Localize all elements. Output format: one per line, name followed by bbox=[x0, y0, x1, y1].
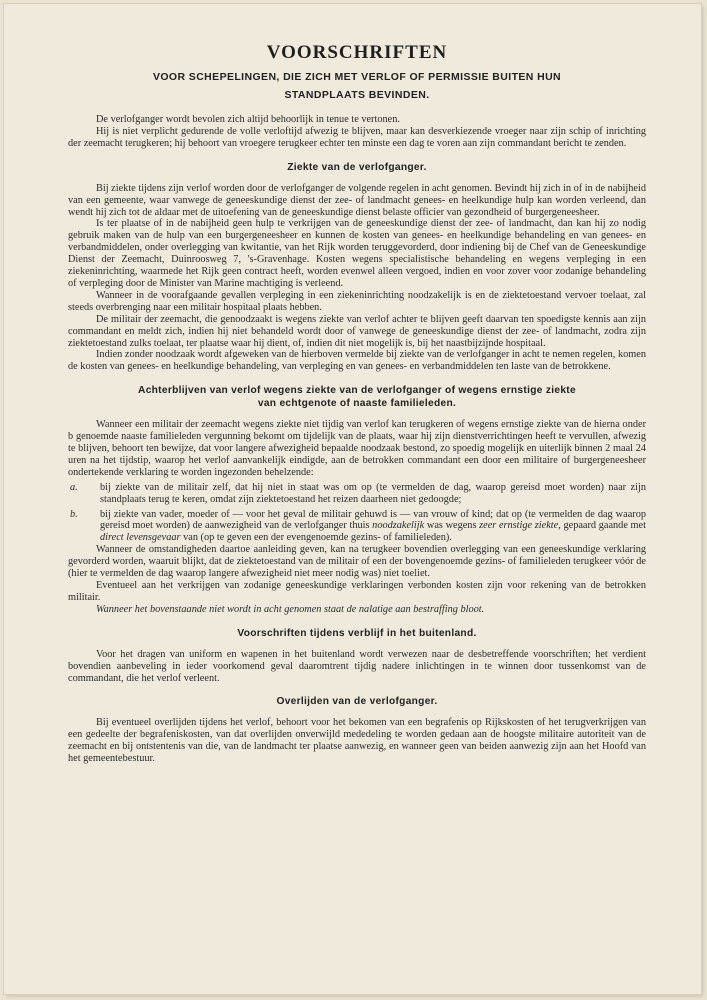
list-item-b-label: b. bbox=[70, 508, 78, 520]
illness-paragraph-4: De militair der zeemacht, die genoodzaakt is wegens ziekte van verlof achter te blijven geeft daarvan ten spoedigste kennis aan zijn commandant en meldt zich, indien hij niet behandeld wordt door of vanwege de geneeskundige dienst der zee- of landmacht, zodra zijn ziektetoestand zulks toelaat, ter plaatse waar hij dient, of, indien dit niet mogelijk is, bij het naastbijzijnde hospitaal. bbox=[68, 313, 646, 349]
list-item-b-text-part-4: van (op te geven een der evengenoemde gezins- of familieleden). bbox=[180, 532, 452, 544]
staying-behind-after-1: Wanneer de omstandigheden daartoe aanleiding geven, kan na terugkeer bovendien overlegging van een geneeskundige verklaring gevorderd worden, waaruit blijkt, dat de ziektetoestand van de militair of een der bovengenoemde gezins- of familieleden terugkeer vóór de (hier te vermelden de dag waarop langere afwezigheid niet meer nodig was) niet toeliet. bbox=[68, 544, 646, 580]
illness-paragraph-3: Wanneer in de voorafgaande gevallen verpleging in een ziekeninrichting noodzakelijk is en de ziektetoestand vervoer toelaat, zal steeds overbrenging naar een militair hospitaal plaats hebben. bbox=[68, 289, 646, 313]
warning-text: Wanneer het bovenstaande niet wordt in acht genomen staat de nalatige aan bestraffing bloot. bbox=[96, 603, 485, 615]
section-heading-death: Overlijden van de verlofganger. bbox=[276, 696, 438, 708]
document-content bbox=[68, 42, 646, 765]
list-item-b-emphasis-3: direct levensgevaar bbox=[100, 532, 181, 544]
staying-behind-warning bbox=[68, 604, 646, 616]
intro-paragraph-2: Hij is niet verplicht gedurende de volle verloftijd afwezig te blijven, maar kan desverkiezende vroeger naar zijn schip of inrichting der zeemacht terugkeren; hij behoort van vroegere terugkeer echter ten minste een dag te voren aan zijn commandant bericht te zenden. bbox=[68, 125, 646, 149]
list-item-b-emphasis-2: zeer ernstige ziekte bbox=[479, 520, 559, 532]
staying-behind-paragraph: Wanneer een militair der zeemacht wegens ziekte niet tijdig van verlof kan terugkeren of wegens ernstige ziekte van de hierna onder b genoemde naaste familieleden vergunning bekomt om tijdelijk van de plaats, waar hij zijn dienstverrichtingen heeft te vervullen, afwezig te blijven, behoort ten bewijze, dat voor langere afwezigheid bepaalde noodzaak bestond, zo spoedig mogelijk en uiterlijk binnen 2 maal 24 uren na het tijdstip, waarop het verlof aanvankelijk eindigde, aan de betrokken commandant een door een militaire of burgergeneesheer ondertekende verklaring te worden ingezonden behelzende: bbox=[68, 419, 646, 478]
illness-paragraph-5: Indien zonder noodzaak wordt afgeweken van de hierboven vermelde bij ziekte van de verlofganger in acht te nemen regelen, komen de kosten van genees- en heelkundige behandeling, van verpleging en van genees- en verbandmiddelen ten laste van de betrokkene. bbox=[68, 349, 646, 373]
staying-behind-heading-line-1: Achterblijven van verlof wegens ziekte van de verlofganger of wegens ernstige ziekte bbox=[138, 385, 576, 397]
list-item-a bbox=[68, 482, 646, 506]
list-item-b-emphasis-1: noodzakelijk bbox=[372, 520, 425, 532]
list-item-a-text: bij ziekte van de militair zelf, dat hij niet in staat was om op (te vermelden de dag, waarop gereisd moet worden) naar zijn standplaats terug te keren, omdat zijn ziektetoestand het reizen daarheen niet gedoogde; bbox=[100, 481, 646, 505]
section-heading-abroad: Voorschriften tijdens verblijf in het buitenland. bbox=[237, 627, 477, 639]
list-item-b-text bbox=[100, 509, 646, 545]
subtitle-line-2: STANDPLAATS BEVINDEN. bbox=[284, 89, 430, 101]
list-item-b bbox=[68, 509, 646, 545]
illness-paragraph-1: Bij ziekte tijdens zijn verlof worden door de verlofganger de volgende regelen in acht genomen. Bevindt hij zich in of in de nabijheid van een gemeente, waar vanwege de geneeskundige dienst der zee- of landmacht genees- en heelkundige hulp kan worden verleend, dan wendt hij zich tot de aldaar met de uitoefening van de geneeskundige dienst belaste officier van gezondheid of burgergeneesheer. bbox=[68, 182, 646, 218]
subtitle-line-1: VOOR SCHEPELINGEN, DIE ZICH MET VERLOF OF PERMISSIE BUITEN HUN bbox=[152, 71, 562, 83]
page-subtitle bbox=[68, 68, 646, 104]
death-paragraph: Bij eventueel overlijden tijdens het verlof, behoort voor het bekomen van een begrafenis op Rijkskosten of het terugverkrijgen van een gedeelte der begrafeniskosten, van dat overlijden onverwijld mededeling te worden gedaan aan de hoogste militaire autoriteit van de zeemacht en bij ontstentenis van die, van de landmacht ter plaatse aanwezig, en wanneer geen van beiden aanwezig zijn aan het Hoofd van het gemeentebestuur. bbox=[68, 717, 646, 765]
intro-paragraph-1: De verlofganger wordt bevolen zich altijd behoorlijk in tenue te vertonen. bbox=[96, 114, 400, 125]
list-item-b-text-part-1: bij ziekte van vader, moeder of — voor het geval de militair gehuwd is — van vrouw of kind; dat op (te vermelden de dag waarop gereisd moet worden) de aanwezigheid van de verlofganger thuis bbox=[100, 508, 646, 532]
illness-paragraph-2: Is ter plaatse of in de nabijheid geen hulp te verkrijgen van de geneeskundige dienst der zee- of landmacht, dan kan hij zo nodig gebruik maken van de hulp van een burgergeneesheer en kunnen de kosten van genees- en heelkundige behandeling en van genees- en verbandmiddelen, onder overlegging van kwitantie, van het Rijk worden teruggevorderd, door indiening bij de Chef van de Geneeskundige Dienst der Zeemacht, Duinroosweg 7, 's-Gravenhage. Kosten wegens specialistische behandeling en wegens verpleging in een ziekeninrichting, waarmede het Rijk geen contract heeft, worden evenwel alleen vergoed, indien en voor zover voor zodanige behandeling of verpleging door de Minister van Marine machtiging is verleend. bbox=[68, 218, 646, 289]
abroad-paragraph: Voor het dragen van uniform en wapenen in het buitenland wordt verwezen naar de desbetreffende voorschriften; het verdient bovendien aanbeveling in ieder voorkomend geval daaromtrent tijdig nadere inlichtingen in te winnen door tussenkomst van de commandant, die het verlof verleent. bbox=[68, 648, 646, 684]
document-page bbox=[4, 4, 701, 994]
section-heading-staying-behind bbox=[68, 384, 646, 410]
list-item-b-text-part-2: was wegens bbox=[424, 520, 480, 532]
section-heading-illness: Ziekte van de verlofganger. bbox=[287, 161, 427, 173]
page-title: VOORSCHRIFTEN bbox=[266, 42, 448, 63]
staying-behind-after-2: Eventueel aan het verkrijgen van zodanige geneeskundige verklaringen verbonden kosten zijn voor rekening van de betrokken militair. bbox=[68, 580, 646, 603]
list-item-a-label: a. bbox=[70, 481, 78, 493]
list-item-b-text-part-3: , gepaard gaande met bbox=[558, 520, 646, 532]
staying-behind-heading-line-2: van echtgenote of naaste familieleden. bbox=[257, 398, 457, 410]
